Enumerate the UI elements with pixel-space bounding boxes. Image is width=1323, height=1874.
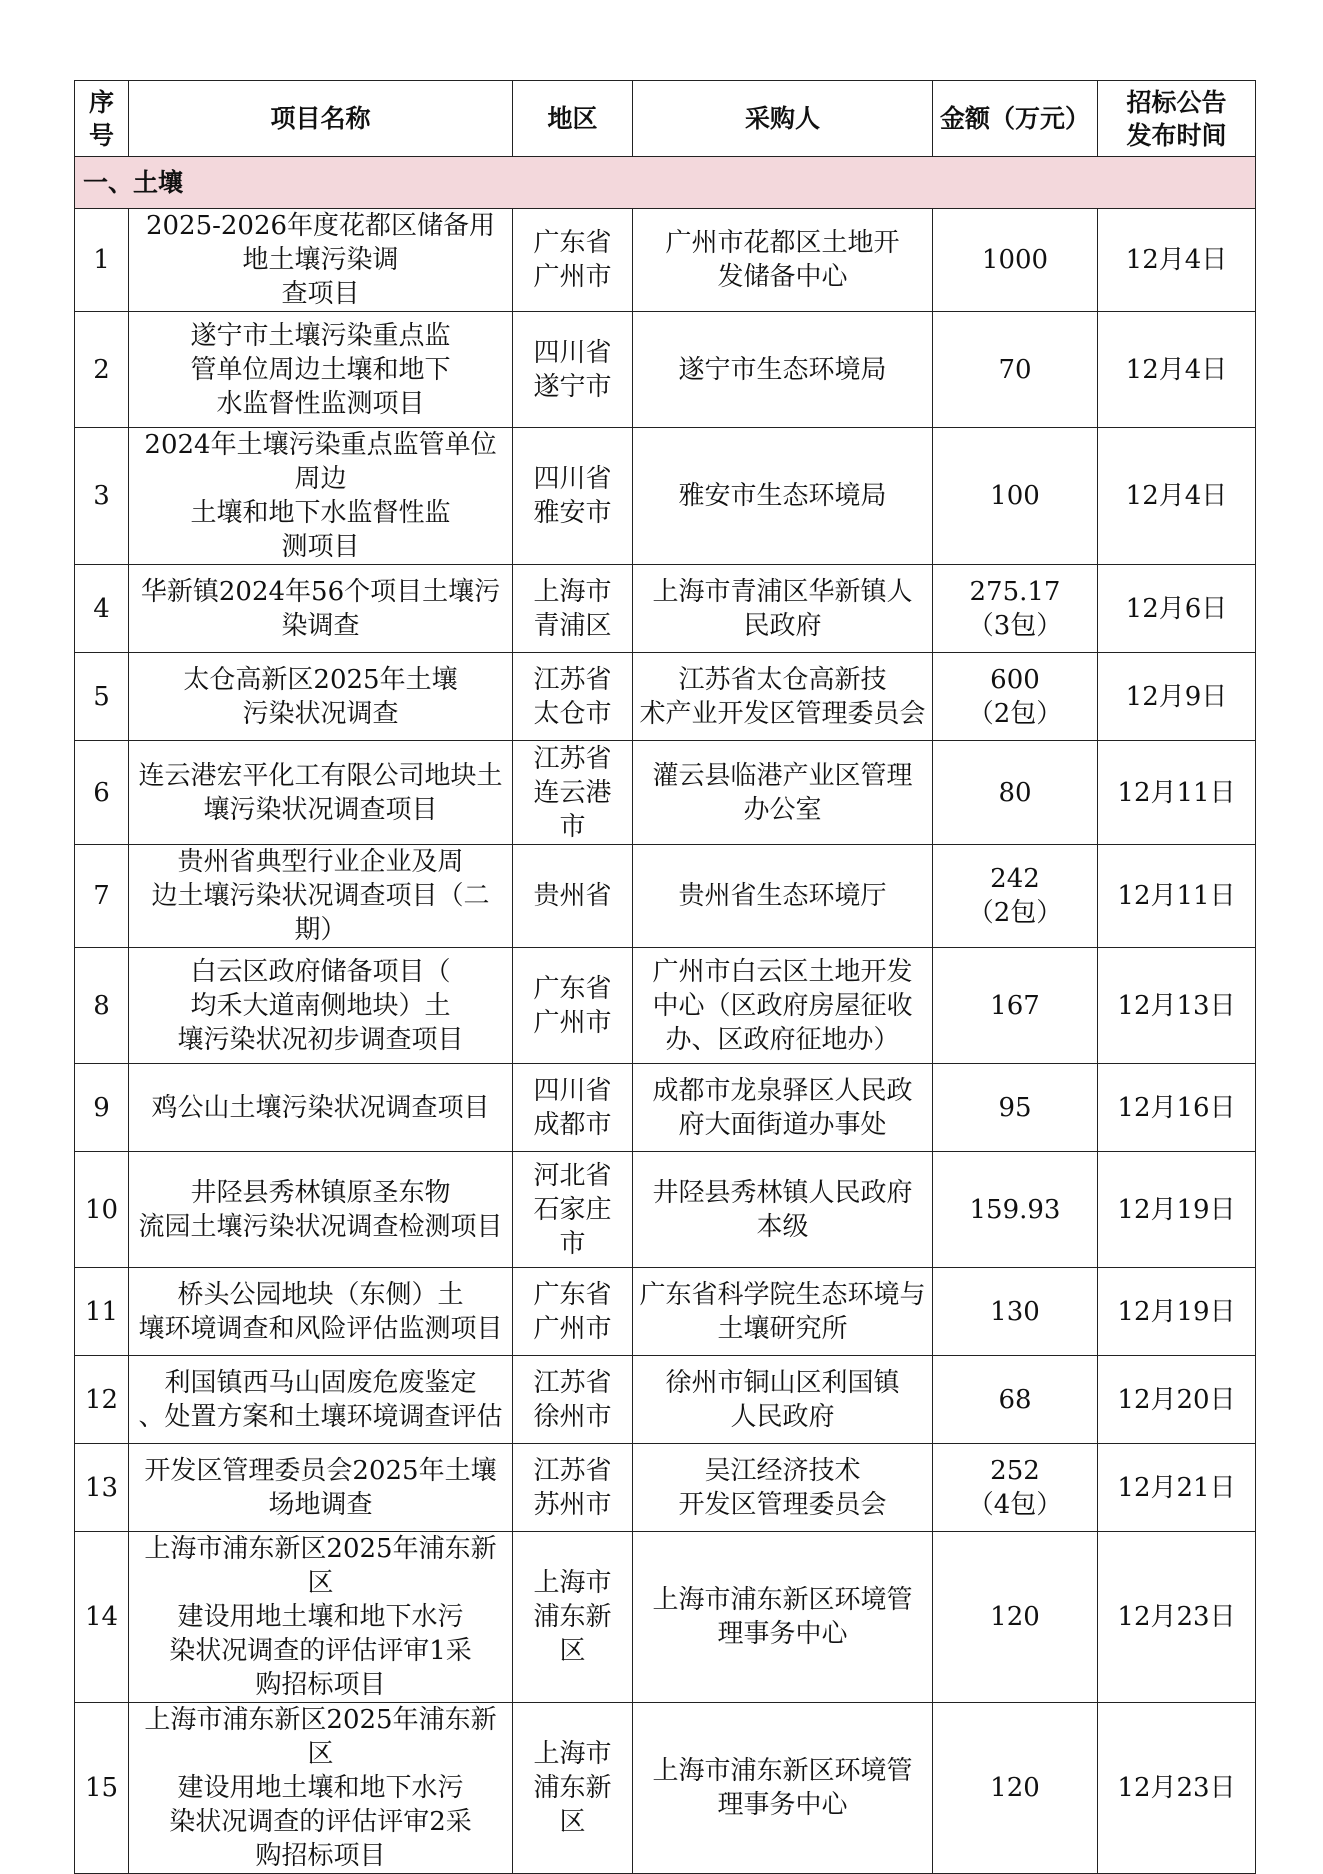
- header-seq-line2: 号: [88, 120, 114, 150]
- cell-project-name-line-1: 2024年土壤污染重点监管单位周边: [144, 430, 497, 494]
- cell-buyer: 雅安市生态环境局: [633, 428, 933, 565]
- cell-buyer-line-1: 灌云县临港产业区管理: [652, 760, 913, 791]
- table-row: [75, 948, 1256, 1064]
- cell-amount: [933, 845, 1098, 948]
- cell-project-name: [129, 312, 513, 428]
- cell-date: 12月16日: [1098, 1064, 1256, 1152]
- cell-amount: 70: [933, 312, 1098, 428]
- header-date-line2: 发布时间: [1126, 120, 1227, 150]
- cell-date: 12月13日: [1098, 948, 1256, 1064]
- cell-buyer-line-1: 广州市花都区土地开: [665, 228, 900, 258]
- cell-region-line-1: 上海市: [533, 1568, 612, 1598]
- cell-date: 12月11日: [1098, 845, 1256, 948]
- cell-project-name-line-3: 测项目: [281, 532, 360, 562]
- cell-seq: 15: [75, 1703, 129, 1874]
- cell-amount: 100: [933, 428, 1098, 565]
- cell-buyer-line-2: 办公室: [743, 794, 822, 825]
- cell-buyer: [633, 209, 933, 312]
- cell-date: 12月20日: [1098, 1356, 1256, 1444]
- cell-project-name: [129, 741, 513, 845]
- cell-region-line-1: 广东省: [533, 228, 612, 258]
- header-seq: [75, 81, 129, 157]
- cell-region-line-3: 区: [559, 1807, 586, 1837]
- cell-project-name-line-2: 建设用地土壤和地下水污: [177, 1773, 464, 1803]
- cell-amount: 1000: [933, 209, 1098, 312]
- cell-buyer-line-2: 开发区管理委员会: [678, 1489, 887, 1520]
- cell-buyer: [633, 1064, 933, 1152]
- cell-date: 12月19日: [1098, 1152, 1256, 1268]
- cell-buyer-line-1: 上海市浦东新区环境管: [652, 1756, 913, 1786]
- cell-project-name-line-1: 贵州省典型行业企业及周: [177, 847, 464, 877]
- cell-date: 12月19日: [1098, 1268, 1256, 1356]
- cell-project-name-line-2: 流园土壤污染状况调查检测项目: [138, 1211, 503, 1242]
- cell-seq: 1: [75, 209, 129, 312]
- header-date-line1: 招标公告: [1126, 87, 1227, 117]
- cell-region-line-1: 江苏省: [533, 1455, 612, 1486]
- cell-region: 贵州省: [513, 845, 633, 948]
- cell-amount-line-1: 600: [990, 664, 1040, 695]
- cell-region-line-1: 河北省: [533, 1160, 612, 1191]
- cell-seq: 3: [75, 428, 129, 565]
- cell-project-name-line-1: 上海市浦东新区2025年浦东新区: [144, 1534, 497, 1598]
- cell-seq: 5: [75, 653, 129, 741]
- cell-buyer-line-1: 上海市青浦区华新镇人: [652, 576, 913, 607]
- cell-project-name-line-1: 上海市浦东新区2025年浦东新区: [144, 1705, 497, 1769]
- cell-date: 12月4日: [1098, 428, 1256, 565]
- cell-region-line-2: 浦东新: [533, 1773, 612, 1803]
- cell-project-name-line-1: 利国镇西马山固废危废鉴定: [164, 1367, 477, 1398]
- cell-region-line-2: 成都市: [533, 1109, 612, 1140]
- cell-project-name: [129, 1268, 513, 1356]
- cell-amount-line-2: （3包）: [967, 610, 1063, 641]
- cell-project-name-line-1: 华新镇2024年56个项目土壤污: [140, 576, 501, 607]
- cell-project-name: [129, 1152, 513, 1268]
- cell-project-name-line-2: 壤环境调查和风险评估监测项目: [138, 1313, 503, 1344]
- tender-table: [74, 80, 1256, 1874]
- section-title: 一、土壤: [75, 157, 1256, 209]
- cell-date: 12月9日: [1098, 653, 1256, 741]
- cell-project-name-line-4: 购招标项目: [255, 1670, 386, 1700]
- header-name: 项目名称: [129, 81, 513, 157]
- cell-buyer: [633, 1532, 933, 1703]
- cell-amount: 167: [933, 948, 1098, 1064]
- cell-buyer-line-2: 理事务中心: [717, 1619, 848, 1649]
- cell-seq: 7: [75, 845, 129, 948]
- cell-project-name: [129, 1532, 513, 1703]
- cell-project-name-line-2: 均禾大道南侧地块）土: [190, 990, 451, 1021]
- table-row: [75, 1444, 1256, 1532]
- cell-region-line-2: 遂宁市: [533, 371, 612, 402]
- cell-region-line-1: 广东省: [533, 973, 612, 1004]
- cell-project-name-line-1: 太仓高新区2025年土壤: [183, 664, 458, 695]
- table-row: [75, 428, 1256, 565]
- cell-buyer: [633, 741, 933, 845]
- cell-amount-line-2: （2包）: [967, 698, 1063, 729]
- cell-project-name: [129, 1703, 513, 1874]
- cell-project-name-line-2: 染调查: [281, 610, 360, 641]
- cell-region-line-2: 雅安市: [533, 498, 612, 528]
- cell-region: [513, 653, 633, 741]
- table-row: [75, 1268, 1256, 1356]
- cell-region-line-3: 市: [559, 811, 586, 842]
- header-buyer: 采购人: [633, 81, 933, 157]
- table-row: [75, 1703, 1256, 1874]
- cell-region-line-2: 广州市: [533, 1313, 612, 1344]
- cell-buyer-line-2: 术产业开发区管理委员会: [639, 698, 926, 729]
- cell-amount: 159.93: [933, 1152, 1098, 1268]
- cell-project-name-line-1: 遂宁市土壤污染重点监: [190, 320, 451, 351]
- header-row: [75, 81, 1256, 157]
- cell-buyer-line-1: 井陉县秀林镇人民政府: [652, 1177, 913, 1208]
- cell-region: [513, 741, 633, 845]
- table-row: [75, 653, 1256, 741]
- cell-amount-line-2: （4包）: [967, 1489, 1063, 1520]
- cell-seq: 13: [75, 1444, 129, 1532]
- cell-seq: 9: [75, 1064, 129, 1152]
- cell-amount: 130: [933, 1268, 1098, 1356]
- cell-seq: 6: [75, 741, 129, 845]
- cell-project-name-line-2: 土壤和地下水监督性监: [190, 498, 451, 528]
- cell-project-name-line-2: 壤污染状况调查项目: [203, 794, 438, 825]
- cell-seq: 10: [75, 1152, 129, 1268]
- cell-date: 12月4日: [1098, 312, 1256, 428]
- cell-project-name-line-1: 2025-2026年度花都区储备用地土壤污染调: [145, 211, 496, 275]
- table-row: [75, 312, 1256, 428]
- cell-buyer-line-1: 江苏省太仓高新技: [678, 664, 887, 695]
- header-amount: 金额（万元）: [933, 81, 1098, 157]
- cell-region-line-1: 四川省: [533, 464, 612, 494]
- cell-region-line-2: 石家庄: [533, 1194, 612, 1225]
- cell-seq: 2: [75, 312, 129, 428]
- cell-amount: 95: [933, 1064, 1098, 1152]
- cell-buyer-line-2: 府大面街道办事处: [678, 1109, 887, 1140]
- cell-buyer-line-1: 徐州市铜山区利国镇: [665, 1367, 900, 1398]
- cell-buyer-line-2: 理事务中心: [717, 1790, 848, 1820]
- table-row: [75, 565, 1256, 653]
- cell-project-name: [129, 1356, 513, 1444]
- cell-project-name-line-2: 查项目: [281, 279, 360, 309]
- cell-region: [513, 1064, 633, 1152]
- cell-buyer-line-2: 本级: [756, 1211, 809, 1242]
- cell-buyer-line-2: 发储备中心: [717, 262, 848, 292]
- cell-region-line-2: 连云港: [533, 777, 612, 808]
- cell-buyer: [633, 1444, 933, 1532]
- cell-buyer-line-3: 办、区政府征地办）: [665, 1024, 900, 1055]
- cell-project-name-line-1: 开发区管理委员会2025年土壤: [144, 1455, 497, 1486]
- cell-buyer-line-1: 上海市浦东新区环境管: [652, 1585, 913, 1615]
- cell-amount-line-1: 252: [990, 1455, 1040, 1486]
- cell-amount: [933, 565, 1098, 653]
- cell-region-line-2: 徐州市: [533, 1401, 612, 1432]
- cell-amount-line-2: （2包）: [967, 898, 1063, 928]
- cell-amount: 80: [933, 741, 1098, 845]
- cell-project-name: [129, 209, 513, 312]
- cell-seq: 8: [75, 948, 129, 1064]
- cell-region-line-2: 太仓市: [533, 698, 612, 729]
- cell-region: [513, 1356, 633, 1444]
- table-row: [75, 741, 1256, 845]
- cell-seq: 14: [75, 1532, 129, 1703]
- cell-project-name-line-3: 壤污染状况初步调查项目: [177, 1024, 464, 1055]
- cell-date: 12月21日: [1098, 1444, 1256, 1532]
- cell-region: [513, 1444, 633, 1532]
- cell-date: 12月23日: [1098, 1703, 1256, 1874]
- cell-project-name-line-1: 连云港宏平化工有限公司地块土: [138, 760, 503, 791]
- cell-region: [513, 1152, 633, 1268]
- cell-project-name-line-3: 染状况调查的评估评审2采: [169, 1807, 472, 1837]
- cell-project-name-line-2: 边土壤污染状况调查项目（二期）: [151, 881, 490, 945]
- cell-region-line-2: 浦东新: [533, 1602, 612, 1632]
- cell-buyer: [633, 565, 933, 653]
- cell-buyer: [633, 1152, 933, 1268]
- header-seq-line1: 序: [88, 87, 114, 117]
- cell-buyer-line-2: 中心（区政府房屋征收: [652, 990, 913, 1021]
- cell-buyer-line-2: 土壤研究所: [717, 1313, 848, 1344]
- header-date: [1098, 81, 1256, 157]
- cell-buyer-line-2: 民政府: [743, 610, 822, 641]
- cell-amount: 120: [933, 1703, 1098, 1874]
- cell-project-name-line-3: 水监督性监测项目: [216, 388, 425, 419]
- cell-project-name: 鸡公山土壤污染状况调查项目: [129, 1064, 513, 1152]
- cell-region-line-3: 市: [559, 1228, 586, 1259]
- cell-region-line-1: 上海市: [533, 1739, 612, 1769]
- cell-date: 12月11日: [1098, 741, 1256, 845]
- cell-region: [513, 1532, 633, 1703]
- cell-region: [513, 565, 633, 653]
- table-row: [75, 1152, 1256, 1268]
- cell-buyer: [633, 948, 933, 1064]
- cell-amount-line-1: 275.17: [969, 576, 1061, 607]
- cell-project-name-line-4: 购招标项目: [255, 1841, 386, 1871]
- cell-buyer: 贵州省生态环境厅: [633, 845, 933, 948]
- cell-amount-line-1: 242: [990, 864, 1040, 894]
- section-row: [75, 157, 1256, 209]
- cell-project-name: [129, 948, 513, 1064]
- cell-region-line-1: 四川省: [533, 337, 612, 368]
- cell-seq: 12: [75, 1356, 129, 1444]
- cell-buyer-line-2: 人民政府: [730, 1401, 835, 1432]
- cell-buyer: [633, 653, 933, 741]
- header-region: 地区: [513, 81, 633, 157]
- cell-amount: 120: [933, 1532, 1098, 1703]
- cell-region-line-2: 广州市: [533, 262, 612, 292]
- cell-project-name-line-1: 井陉县秀林镇原圣东物: [190, 1177, 451, 1208]
- cell-amount: 68: [933, 1356, 1098, 1444]
- cell-amount: [933, 653, 1098, 741]
- cell-region-line-2: 苏州市: [533, 1489, 612, 1520]
- cell-region: [513, 428, 633, 565]
- cell-region: [513, 1268, 633, 1356]
- cell-buyer-line-1: 广州市白云区土地开发: [652, 956, 913, 987]
- cell-region-line-1: 广东省: [533, 1279, 612, 1310]
- cell-region: [513, 948, 633, 1064]
- cell-seq: 4: [75, 565, 129, 653]
- cell-project-name-line-1: 白云区政府储备项目（: [190, 956, 451, 987]
- cell-buyer-line-1: 吴江经济技术: [704, 1455, 861, 1486]
- cell-buyer-line-1: 广东省科学院生态环境与: [639, 1279, 926, 1310]
- table-row: [75, 1356, 1256, 1444]
- cell-project-name: [129, 653, 513, 741]
- cell-region: [513, 1703, 633, 1874]
- cell-project-name: [129, 428, 513, 565]
- table-row: [75, 1532, 1256, 1703]
- cell-region-line-1: 上海市: [533, 576, 612, 607]
- cell-project-name-line-2: 场地调查: [268, 1489, 373, 1520]
- cell-project-name-line-2: 建设用地土壤和地下水污: [177, 1602, 464, 1632]
- cell-project-name-line-3: 染状况调查的评估评审1采: [169, 1636, 472, 1666]
- cell-region-line-1: 江苏省: [533, 743, 612, 774]
- cell-region: [513, 312, 633, 428]
- cell-project-name: [129, 845, 513, 948]
- cell-date: 12月23日: [1098, 1532, 1256, 1703]
- cell-date: 12月4日: [1098, 209, 1256, 312]
- cell-seq: 11: [75, 1268, 129, 1356]
- cell-region-line-2: 青浦区: [533, 610, 612, 641]
- cell-region-line-1: 江苏省: [533, 664, 612, 695]
- cell-project-name-line-2: 污染状况调查: [242, 698, 399, 729]
- table-row: [75, 209, 1256, 312]
- cell-region-line-3: 区: [559, 1636, 586, 1666]
- table-row: [75, 845, 1256, 948]
- cell-date: 12月6日: [1098, 565, 1256, 653]
- cell-region-line-2: 广州市: [533, 1007, 612, 1038]
- cell-project-name-line-1: 桥头公园地块（东侧）土: [177, 1279, 464, 1310]
- cell-project-name: [129, 565, 513, 653]
- cell-project-name-line-2: 管单位周边土壤和地下: [190, 354, 451, 385]
- table-row: [75, 1064, 1256, 1152]
- cell-buyer: [633, 1268, 933, 1356]
- cell-region: [513, 209, 633, 312]
- cell-buyer: 遂宁市生态环境局: [633, 312, 933, 428]
- cell-amount: [933, 1444, 1098, 1532]
- cell-buyer-line-1: 成都市龙泉驿区人民政: [652, 1075, 913, 1106]
- cell-buyer: [633, 1356, 933, 1444]
- cell-region-line-1: 江苏省: [533, 1367, 612, 1398]
- cell-project-name: [129, 1444, 513, 1532]
- cell-buyer: [633, 1703, 933, 1874]
- cell-project-name-line-2: 、处置方案和土壤环境调查评估: [138, 1401, 503, 1432]
- cell-region-line-1: 四川省: [533, 1075, 612, 1106]
